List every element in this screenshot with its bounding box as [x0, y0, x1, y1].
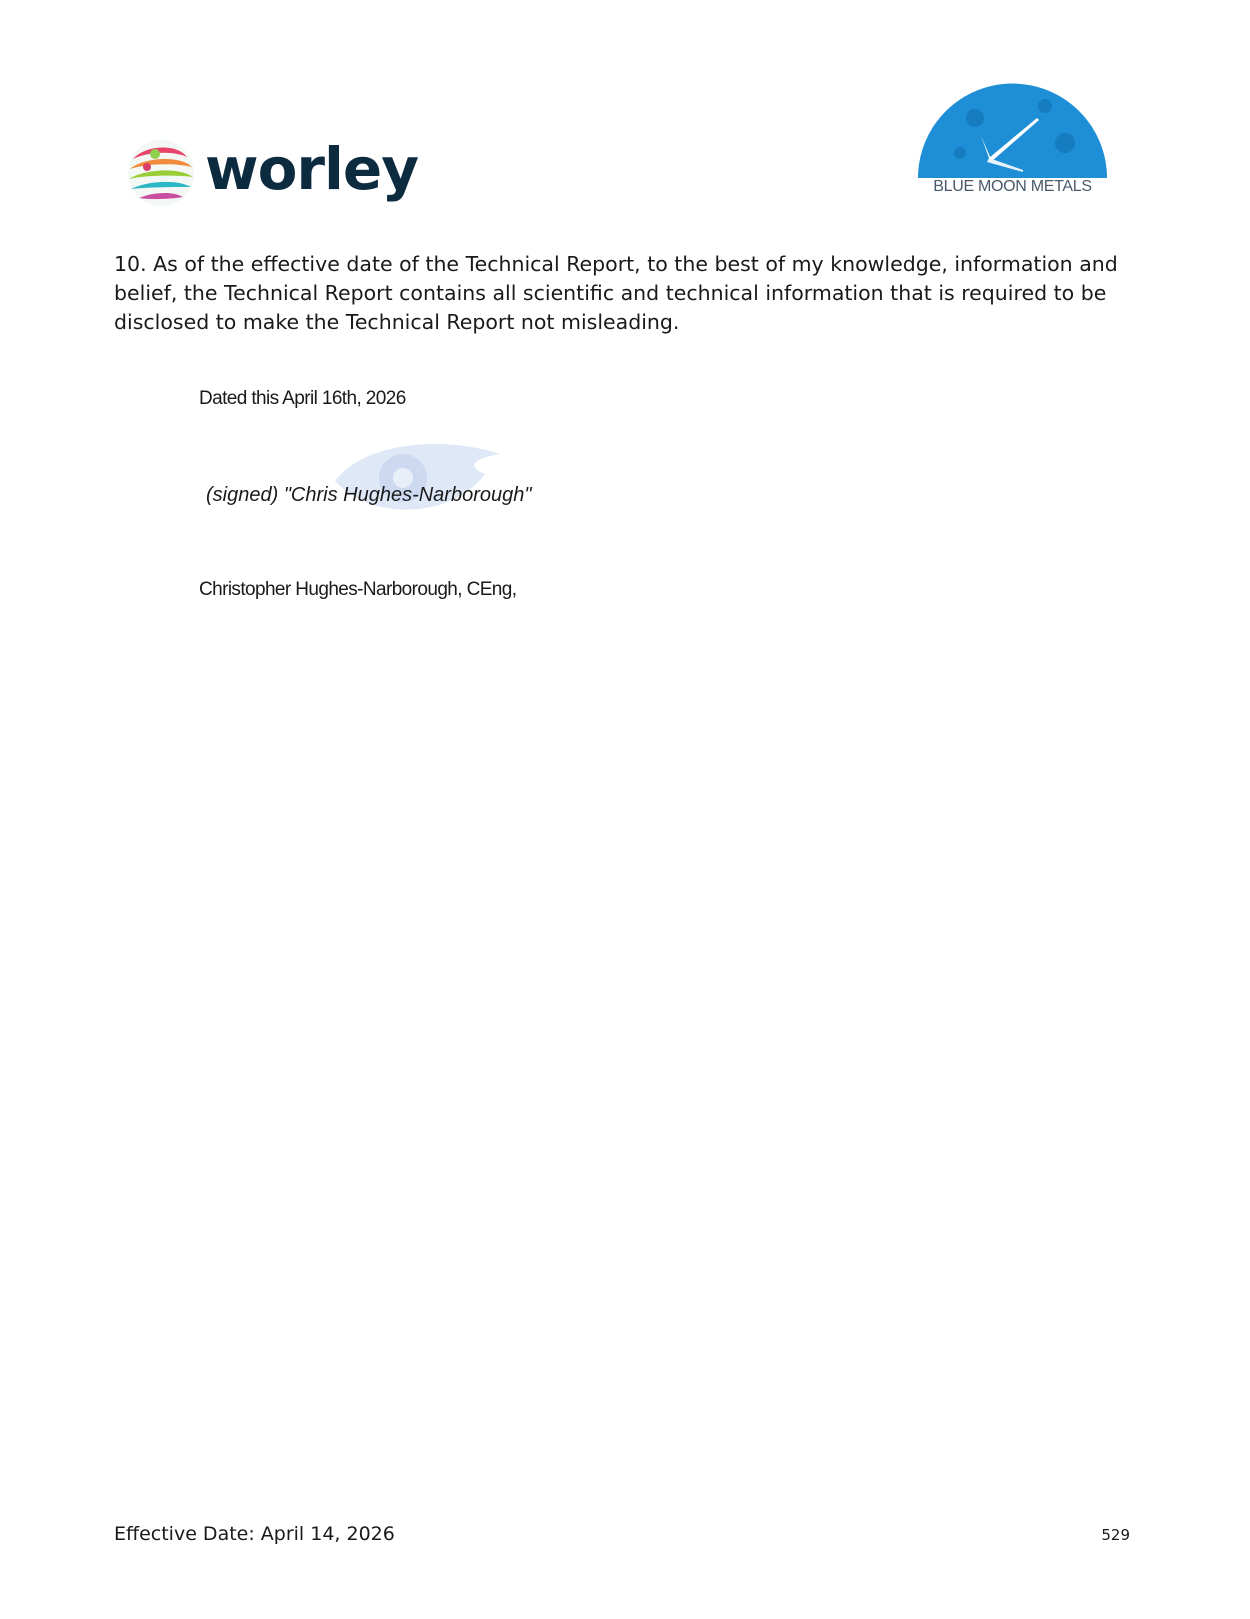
worley-swirl-icon — [125, 137, 197, 209]
blue-moon-icon — [915, 78, 1110, 178]
worley-wordmark: worley — [205, 135, 419, 203]
certification-paragraph: 10. As of the effective date of the Technical Report, to the best of my knowledge, information and belief, the Technical Report contains all scientific and technical information that is required to be disclosed to make the Technical Report not misleading. — [114, 252, 1118, 334]
eye-seal-icon — [325, 436, 510, 526]
signer-name: Christopher Hughes-Narborough, CEng, — [199, 579, 517, 600]
worley-logo — [125, 133, 445, 213]
blue-moon-metals-logo — [915, 78, 1110, 203]
signed-line: (signed) "Chris Hughes-Narborough" — [206, 484, 532, 506]
dated-line: Dated this April 16th, 2026 — [199, 388, 406, 409]
footer-effective-date: Effective Date: April 14, 2026 — [114, 1523, 395, 1545]
page-number: 529 — [1101, 1526, 1130, 1544]
blue-moon-brand-text: BLUE MOON METALS — [933, 178, 1092, 195]
